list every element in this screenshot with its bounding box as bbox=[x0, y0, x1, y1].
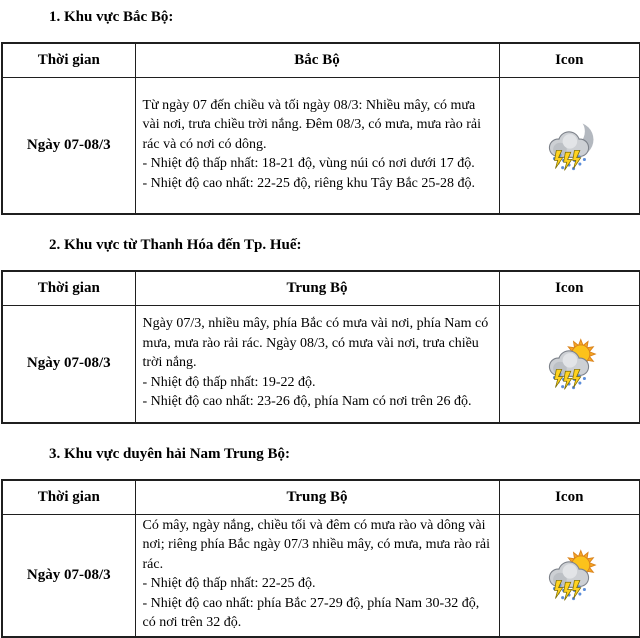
forecast-line: Ngày 07/3, nhiều mây, phía Bắc có mưa vài nơi, phía Nam có mưa, mưa rào rải rác. Ngày 08/3, có mưa vài nơi, trưa chiều trời nắng. bbox=[142, 316, 489, 370]
forecast-table bbox=[1, 270, 640, 424]
time-range: Ngày 07-08/3 bbox=[2, 305, 135, 423]
forecast-text bbox=[135, 514, 499, 637]
forecast-line: - Nhiệt độ cao nhất: phía Bắc 27-29 độ, phía Nam 30-32 độ, có nơi trên 32 độ. bbox=[142, 595, 480, 630]
column-header-region: Trung Bộ bbox=[135, 480, 499, 514]
column-header-time: Thời gian bbox=[2, 480, 135, 514]
table-header-row bbox=[2, 43, 640, 77]
column-header-region: Bắc Bộ bbox=[135, 43, 499, 77]
forecast-text bbox=[135, 77, 499, 214]
section-heading: 1. Khu vực Bắc Bộ: bbox=[49, 9, 174, 25]
weather-icon-cell bbox=[499, 77, 640, 214]
column-header-region: Trung Bộ bbox=[135, 271, 499, 305]
section-heading: 3. Khu vực duyên hải Nam Trung Bộ: bbox=[49, 446, 290, 462]
column-header-icon: Icon bbox=[499, 43, 640, 77]
forecast-line: - Nhiệt độ thấp nhất: 18-21 độ, vùng núi có nơi dưới 17 độ. bbox=[142, 156, 475, 171]
column-header-time: Thời gian bbox=[2, 43, 135, 77]
column-header-icon: Icon bbox=[499, 271, 640, 305]
forecast-text bbox=[135, 305, 499, 423]
weather-icon-cell bbox=[499, 305, 640, 423]
time-range: Ngày 07-08/3 bbox=[2, 77, 135, 214]
section-bac-bo bbox=[1, 7, 639, 215]
table-row bbox=[2, 514, 640, 637]
time-range: Ngày 07-08/3 bbox=[2, 514, 135, 637]
table-header-row bbox=[2, 271, 640, 305]
forecast-line: - Nhiệt độ thấp nhất: 22-25 độ. bbox=[142, 576, 316, 591]
sun-cloud-rain-lightning-icon bbox=[540, 546, 598, 604]
forecast-line: - Nhiệt độ thấp nhất: 19-22 độ. bbox=[142, 374, 316, 390]
column-header-time: Thời gian bbox=[2, 271, 135, 305]
forecast-line: - Nhiệt độ cao nhất: 23-26 độ, phía Nam có nơi trên 26 độ. bbox=[142, 394, 472, 409]
section-heading: 2. Khu vực từ Thanh Hóa đến Tp. Huế: bbox=[49, 237, 302, 253]
table-row bbox=[2, 305, 640, 423]
table-row bbox=[2, 77, 640, 214]
column-header-icon: Icon bbox=[499, 480, 640, 514]
table-header-row bbox=[2, 480, 640, 514]
forecast-line: Có mây, ngày nắng, chiều tối và đêm có mưa rào và dông vài nơi; riêng phía Bắc ngày 07/3 nhiều mây, có mưa, mưa rào rải rác. bbox=[142, 517, 490, 572]
forecast-line: Từ ngày 07 đến chiều và tối ngày 08/3: Nhiều mây, có mưa vài nơi, trưa chiều trời nắng. Đêm 08/3, có mưa, mưa rào rải rác và có nơi có dông. bbox=[142, 97, 481, 152]
forecast-table bbox=[1, 42, 640, 215]
forecast-table bbox=[1, 479, 640, 638]
section-thanh-hoa-hue bbox=[1, 215, 639, 424]
sun-cloud-rain-lightning-icon bbox=[540, 335, 598, 393]
forecast-line: - Nhiệt độ cao nhất: 22-25 độ, riêng khu Tây Bắc 25-28 độ. bbox=[142, 175, 476, 191]
section-nam-trung-bo bbox=[1, 424, 639, 638]
moon-cloud-rain-lightning-icon bbox=[540, 116, 598, 174]
weather-icon-cell bbox=[499, 514, 640, 637]
